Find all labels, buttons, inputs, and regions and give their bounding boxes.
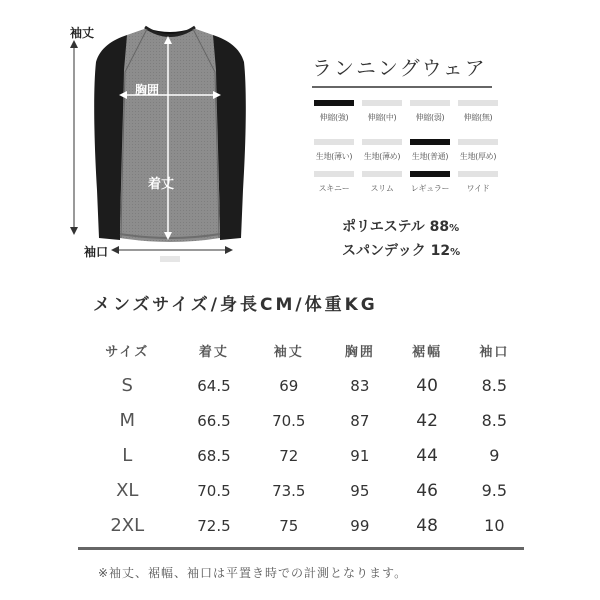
- measurement-note: ※袖丈、裾幅、袖口は平置き時での計測となります。: [98, 566, 408, 580]
- fit-option: ワイド: [456, 171, 500, 194]
- fabric-bar-1: [362, 139, 402, 145]
- size-table: [78, 332, 528, 543]
- size-section-title: メンズサイズ/身長CM/体重KG: [93, 295, 378, 315]
- stretch-bar-1: [362, 100, 402, 106]
- fabric-bar-0: [314, 139, 354, 145]
- fabric-option: 生地(薄い): [312, 139, 356, 162]
- fit-option: スリム: [360, 171, 404, 194]
- fit-option: スキニー: [312, 171, 356, 194]
- header-hem-width: 裾幅: [412, 344, 443, 360]
- fit-row: [312, 171, 500, 194]
- fabric-option: 生地(厚め): [456, 139, 500, 162]
- header-chest: 胸囲: [344, 344, 375, 360]
- title-underline: [312, 86, 492, 88]
- fit-bar-3: [458, 171, 498, 177]
- material-polyester: ポリエステル 88%: [342, 219, 460, 235]
- fit-bar-2: [410, 171, 450, 177]
- fabric-option: 生地(普通): [408, 139, 452, 162]
- stretch-option: 伸縮(強): [312, 100, 356, 123]
- chest-label: 胸囲: [135, 83, 160, 97]
- fabric-bar-2: [410, 139, 450, 145]
- fabric-bar-3: [458, 139, 498, 145]
- fabric-row: [312, 139, 500, 162]
- title-block: [312, 52, 492, 88]
- fit-bar-0: [314, 171, 354, 177]
- size-table-header: [78, 332, 528, 368]
- sleeve-length-label: 袖丈: [70, 26, 95, 40]
- fit-bar-1: [362, 171, 402, 177]
- header-length: 着丈: [198, 344, 229, 360]
- stretch-option: 伸縮(無): [456, 100, 500, 123]
- header-cuff: 袖口: [479, 344, 510, 360]
- stretch-bar-3: [458, 100, 498, 106]
- stretch-row: [312, 100, 500, 123]
- length-label: 着丈: [148, 177, 175, 192]
- product-figure: [0, 0, 290, 270]
- material-spandex: スパンデック 12%: [342, 243, 461, 259]
- table-row: M 66.5 70.5 87 42 8.5: [119, 410, 508, 431]
- table-row: XL 70.5 73.5 95 46 9.5: [116, 480, 508, 501]
- stretch-option: 伸縮(中): [360, 100, 404, 123]
- stretch-bar-2: [410, 100, 450, 106]
- stretch-bar-0: [314, 100, 354, 106]
- table-row: L 68.5 72 91 44 9: [122, 445, 500, 466]
- header-sleeve-length: 袖丈: [273, 344, 304, 360]
- fabric-option: 生地(薄め): [360, 139, 404, 162]
- stretch-option: 伸縮(弱): [408, 100, 452, 123]
- shirt-illustration: [0, 0, 290, 270]
- hem-logo: [160, 256, 180, 262]
- bottom-divider: [78, 547, 524, 550]
- header-size: サイズ: [105, 344, 150, 360]
- fit-option: レギュラー: [408, 171, 452, 194]
- product-title: ランニングウェア: [312, 56, 487, 80]
- cuff-label: 袖口: [84, 245, 109, 259]
- table-row: 2XL 72.5 75 99 48 10: [110, 515, 505, 536]
- table-row: S 64.5 69 83 40 8.5: [121, 375, 508, 396]
- shirt-body: [120, 28, 220, 242]
